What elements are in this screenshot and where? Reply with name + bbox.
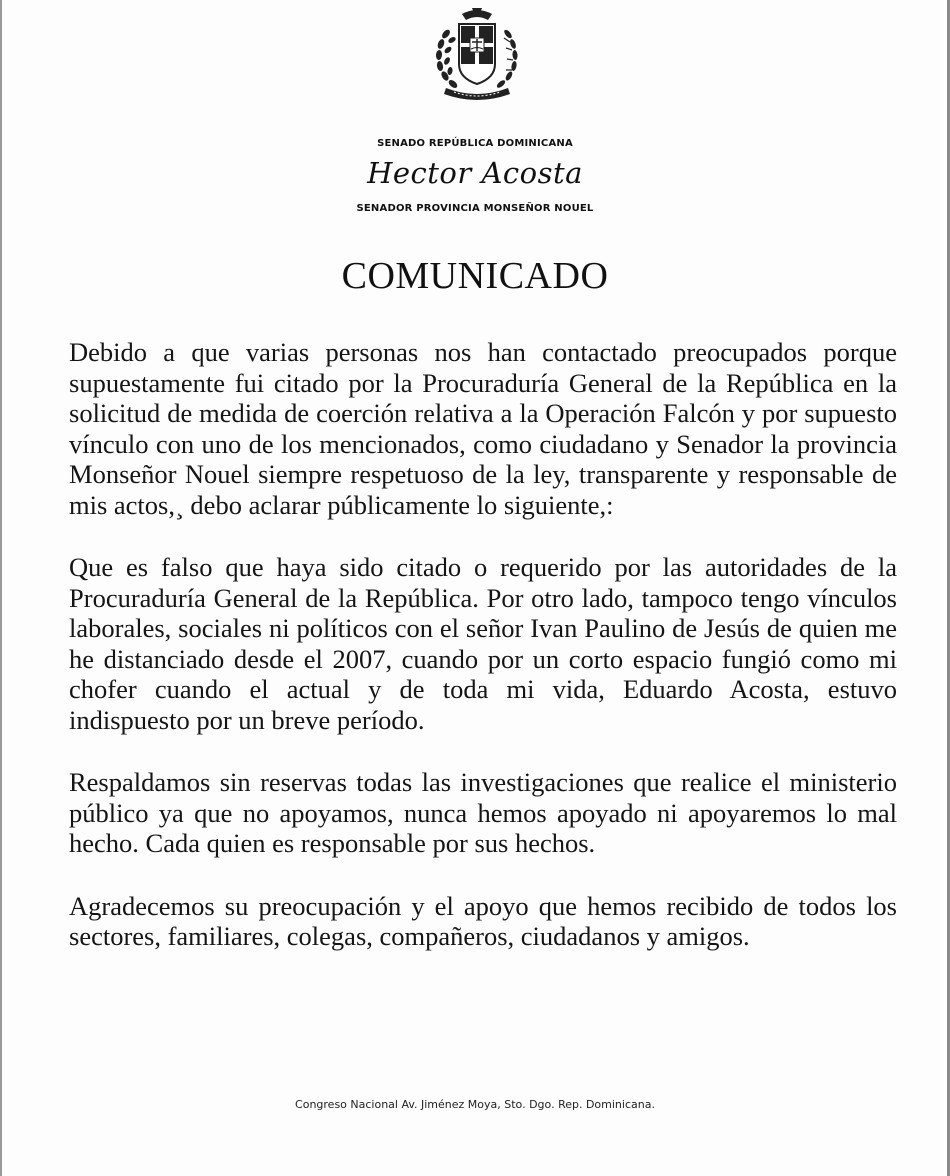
paragraph-4: Agradecemos su preocupación y el apoyo que hemos recibido de todos los sectores, familiares, colegas, compañeros, ciudadanos y amigos. <box>69 890 897 951</box>
senate-heading: SENADO REPÚBLICA DOMINICANA <box>377 138 573 149</box>
province-heading: SENADOR PROVINCIA MONSEÑOR NOUEL <box>356 203 594 214</box>
paragraph-1: Debido a que varias personas nos han contactado preocupados porque supuestamente fui citado por la Procuraduría General de la República en la solicitud de medida de coerción relativa a la Operación Falcón y por supuesto vínculo con uno de los mencionados, como ciudadano y Senador la provincia Monseñor Nouel siempre respetuoso de la ley, transparente y responsable de mis actos,¸ debo aclarar públicamente lo siguiente,: <box>69 337 897 520</box>
letter-body <box>69 337 897 984</box>
document-title: COMUNICADO <box>341 255 609 297</box>
senator-signature: Hector Acosta <box>367 156 583 190</box>
paragraph-2: Que es falso que haya sido citado o requerido por las autoridades de la Procuraduría General de la República. Por otro lado, tampoco tengo vínculos laborales, sociales ni políticos con el señor Ivan Paulino de Jesús de quien me he distanciado desde el 2007, cuando por un corto espacio fungió como mi chofer cuando el actual y de toda mi vida, Eduardo Acosta, estuvo indispuesto por un breve período. <box>69 552 897 735</box>
dominican-coat-of-arms-icon <box>424 4 530 108</box>
paragraph-3: Respaldamos sin reservas todas las investigaciones que realice el ministerio público ya que no apoyamos, nunca hemos apoyado ni apoyaremos lo mal hecho. Cada quien es responsable por sus hechos. <box>69 767 897 858</box>
footer-address: Congreso Nacional Av. Jiménez Moya, Sto. Dgo. Rep. Dominicana. <box>295 1098 655 1111</box>
